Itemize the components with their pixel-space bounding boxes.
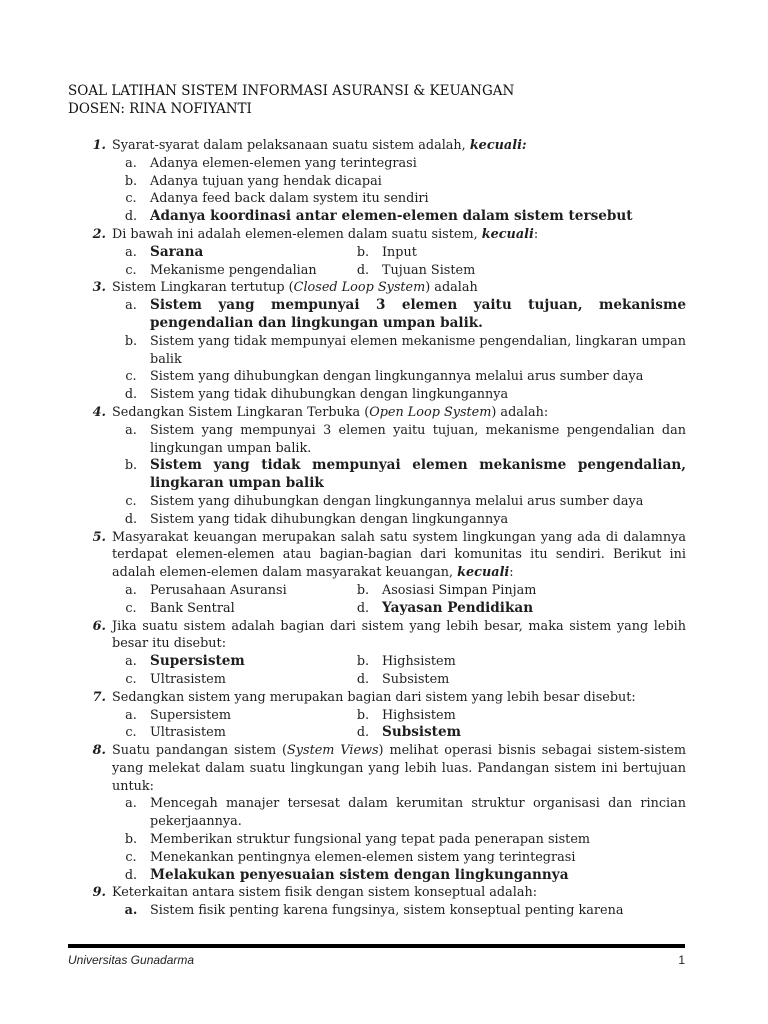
option-list [112, 422, 686, 529]
question-row [68, 226, 686, 244]
question-row [68, 884, 686, 902]
answer-option [112, 155, 686, 173]
answer-option [344, 262, 686, 280]
question-item [68, 884, 686, 920]
option-text: Adanya tujuan yang hendak dicapai [150, 173, 382, 189]
question-text-segment: kecuali [481, 226, 534, 242]
question-row [68, 279, 686, 297]
question-row [68, 742, 686, 795]
question-item [68, 689, 686, 742]
answer-option [344, 653, 686, 671]
question-item [68, 618, 686, 689]
question-text-segment: Sistem Lingkaran tertutup ( [112, 280, 294, 296]
answer-option [112, 511, 686, 529]
option-letter: d. [124, 387, 138, 403]
answer-option [112, 582, 344, 600]
option-text: Mencegah manajer tersesat dalam kerumitan struktur organisasi dan rincian pekerjaannya. [150, 796, 686, 830]
option-text: Sistem yang dihubungkan dengan lingkungannya melalui arus sumber daya [150, 493, 644, 509]
option-letter: a. [125, 582, 137, 598]
option-text: Sistem yang mempunyai 3 elemen yaitu tujuan, mekanisme pengendalian dan lingkungan umpan balik. [150, 297, 686, 331]
option-list [112, 155, 686, 226]
option-letter: b. [124, 832, 138, 848]
option-row [112, 244, 686, 262]
option-list [112, 795, 686, 884]
question-text-segment: Syarat-syarat dalam pelaksanaan suatu sistem adalah, [112, 138, 470, 153]
question-text-segment: Closed Loop System [293, 280, 426, 296]
option-text: Sarana [150, 243, 204, 260]
answer-option [344, 582, 686, 600]
question-number: 5. [92, 529, 106, 545]
question-text-segment: System Views [287, 743, 379, 759]
option-text: Subsistem [382, 671, 450, 687]
answer-option [112, 600, 344, 618]
page-number: 1 [678, 953, 685, 967]
question-text [112, 618, 686, 654]
answer-option [344, 671, 686, 689]
option-letter: b. [356, 582, 370, 598]
answer-option-correct [112, 867, 686, 885]
option-text: Adanya elemen-elemen yang terintegrasi [150, 155, 417, 171]
option-letter: a. [125, 796, 137, 812]
option-text: Input [382, 244, 417, 260]
option-letter: d. [356, 671, 370, 687]
question-text-segment: ) adalah [425, 280, 478, 296]
answer-option [344, 244, 686, 262]
option-row [112, 724, 686, 742]
option-text: Sistem yang tidak dihubungkan dengan lingkungannya [150, 387, 509, 403]
option-letter: d. [356, 262, 370, 278]
question-number: 2. [92, 226, 106, 242]
option-text: Yayasan Pendidikan [382, 599, 534, 616]
question-item [68, 404, 686, 529]
answer-option [112, 262, 344, 280]
answer-option [112, 333, 686, 369]
question-number: 7. [92, 689, 106, 705]
option-text: Sistem fisik penting karena fungsinya, sistem konseptual penting karena [150, 903, 624, 919]
option-letter: a. [125, 298, 137, 314]
answer-option-correct [344, 600, 686, 618]
answer-option-correct [112, 457, 686, 493]
answer-option-correct [112, 208, 686, 226]
answer-option [112, 831, 686, 849]
option-list [112, 297, 686, 404]
answer-option [112, 422, 686, 458]
option-row [112, 653, 686, 671]
answer-option [112, 671, 344, 689]
option-text: Adanya koordinasi antar elemen-elemen dalam sistem tersebut [150, 208, 633, 225]
answer-option [112, 368, 686, 386]
option-text: Highsistem [382, 654, 456, 670]
question-number: 6. [92, 618, 106, 634]
option-text: Menekankan pentingnya elemen-elemen sistem yang terintegrasi [150, 849, 576, 865]
question-text [112, 226, 686, 244]
option-letter: c. [125, 493, 137, 509]
answer-option [112, 795, 686, 831]
option-letter: c. [125, 671, 137, 687]
option-letter: c. [125, 849, 137, 865]
document-title: SOAL LATIHAN SISTEM INFORMASI ASURANSI & KEUANGAN [68, 83, 515, 99]
option-letter: b. [124, 333, 138, 349]
option-text: Asosiasi Simpan Pinjam [382, 582, 537, 598]
question-item [68, 279, 686, 404]
option-letter: a. [125, 654, 137, 670]
option-text: Sistem yang tidak mempunyai elemen mekanisme pengendalian, lingkaran umpan balik [150, 457, 686, 492]
answer-option-correct [112, 244, 344, 262]
page-footer [68, 953, 685, 967]
option-text: Memberikan struktur fungsional yang tepat pada penerapan sistem [150, 832, 591, 848]
option-letter: a. [124, 903, 138, 919]
question-row [68, 404, 686, 422]
question-text-segment: Masyarakat keuangan merupakan salah satu system lingkungan yang ada di dalamnya terdapat elemen-elemen atau bagian-bagian dari komunitas itu sendiri. Berikut ini adalah elemen-elemen dalam masyarakat keuangan, [112, 529, 686, 581]
question-text [112, 279, 686, 297]
option-letter: a. [125, 155, 137, 171]
option-text: Supersistem [150, 707, 231, 723]
question-text [112, 689, 686, 707]
question-text-segment: Keterkaitan antara sistem fisik dengan sistem konseptual adalah: [112, 885, 538, 901]
question-number: 4. [92, 404, 106, 420]
question-number: 8. [92, 743, 106, 759]
answer-option [112, 707, 344, 725]
question-number: 1. [92, 138, 106, 153]
answer-option-correct [112, 653, 344, 671]
question-row [68, 529, 686, 582]
question-list [68, 137, 686, 920]
question-text-segment: Sedangkan sistem yang merupakan bagian dari sistem yang lebih besar disebut: [112, 689, 636, 705]
question-row [68, 618, 686, 654]
question-text-segment: Di bawah ini adalah elemen-elemen dalam suatu sistem, [112, 226, 482, 242]
answer-option [344, 707, 686, 725]
option-row [112, 671, 686, 689]
option-letter: a. [125, 244, 137, 260]
footer-divider [68, 944, 685, 948]
option-letter: a. [125, 707, 137, 723]
question-text-segment: ) adalah: [491, 404, 549, 420]
question-text [112, 742, 686, 795]
answer-option-correct [344, 724, 686, 742]
option-text: Melakukan penyesuaian sistem dengan lingkungannya [150, 866, 569, 883]
option-text: Ultrasistem [150, 725, 226, 741]
option-text: Perusahaan Asuransi [150, 582, 287, 598]
question-number: 9. [92, 885, 106, 901]
option-row [112, 582, 686, 600]
question-text-segment: kecuali [457, 565, 510, 581]
option-row [112, 600, 686, 618]
question-text-segment: : [509, 565, 514, 581]
question-text-segment: ) melihat operasi bisnis sebagai sistem-sistem yang melekat dalam suatu lingkungan yang lebih luas. Pandangan sistem ini bertujuan untuk: [112, 743, 686, 794]
question-text [112, 529, 686, 582]
answer-option [112, 724, 344, 742]
option-letter: c. [125, 600, 137, 616]
question-item [68, 742, 686, 884]
option-text: Mekanisme pengendalian [150, 262, 317, 278]
option-text: Sistem yang tidak dihubungkan dengan lingkungannya [150, 511, 509, 527]
option-letter: c. [125, 191, 137, 207]
option-letter: c. [125, 725, 137, 741]
option-text: Sistem yang mempunyai 3 elemen yaitu tujuan, mekanisme pengendalian dan lingkungan umpan balik. [150, 422, 686, 456]
question-item [68, 226, 686, 279]
option-text: Supersistem [150, 653, 245, 670]
option-letter: b. [356, 707, 370, 723]
answer-option [112, 493, 686, 511]
question-text-segment: : [533, 226, 539, 242]
question-row [68, 137, 686, 155]
question-number: 3. [92, 280, 106, 296]
option-letter: c. [125, 369, 137, 385]
lecturer-name: DOSEN: RINA NOFIYANTI [68, 101, 252, 117]
option-letter: b. [124, 173, 138, 189]
answer-option [112, 173, 686, 191]
option-letter: d. [124, 511, 138, 527]
question-row [68, 689, 686, 707]
question-item [68, 137, 686, 226]
option-row [112, 707, 686, 725]
question-text [112, 404, 686, 422]
option-text: Subsistem [382, 724, 461, 741]
option-row [112, 262, 686, 280]
answer-option-correct [112, 297, 686, 333]
option-letter: b. [356, 654, 370, 670]
question-text-segment: Suatu pandangan sistem ( [112, 743, 288, 759]
option-text: Sistem yang dihubungkan dengan lingkungannya melalui arus sumber daya [150, 369, 644, 385]
answer-option [112, 386, 686, 404]
option-letter: b. [124, 458, 138, 474]
option-letter: a. [125, 422, 137, 438]
question-text [112, 137, 686, 155]
question-text-segment: Jika suatu sistem adalah bagian dari sistem yang lebih besar, maka sistem yang lebih besar itu disebut: [112, 618, 686, 652]
question-text [112, 884, 686, 902]
question-text-segment: Sedangkan Sistem Lingkaran Terbuka ( [112, 404, 370, 420]
option-letter: d. [124, 867, 138, 883]
option-letter: b. [356, 244, 370, 260]
option-text: Ultrasistem [150, 671, 226, 687]
document-header [68, 82, 514, 118]
answer-option [112, 849, 686, 867]
option-text: Highsistem [382, 707, 456, 723]
option-text: Sistem yang tidak mempunyai elemen mekanisme pengendalian, lingkaran umpan balik [150, 333, 686, 367]
option-text: Bank Sentral [150, 600, 235, 616]
option-letter: d. [124, 209, 138, 225]
option-letter: c. [125, 262, 137, 278]
option-text: Tujuan Sistem [382, 262, 476, 278]
question-text-segment: kecuali: [469, 138, 527, 153]
answer-option [112, 902, 686, 920]
option-letter: d. [356, 600, 370, 616]
option-text: Adanya feed back dalam system itu sendiri [150, 191, 429, 207]
option-list [112, 902, 686, 920]
question-text-segment: Open Loop System [369, 404, 492, 420]
answer-option [112, 190, 686, 208]
option-letter: d. [356, 725, 370, 741]
question-item [68, 529, 686, 618]
footer-university: Universitas Gunadarma [68, 953, 195, 967]
